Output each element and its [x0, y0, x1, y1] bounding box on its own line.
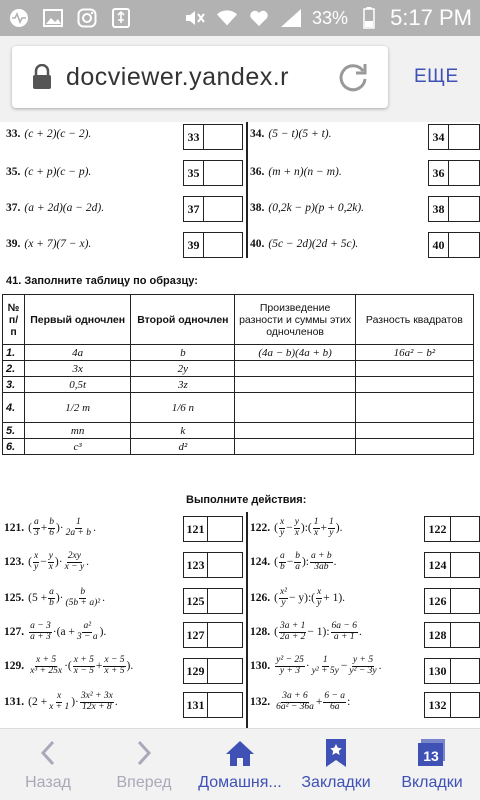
- col-header-product: Произведение разности и суммы этих одночленов: [235, 295, 355, 345]
- nav-tabs-label: Вкладки: [401, 773, 463, 791]
- answer-box-122: 122: [424, 516, 480, 542]
- chevron-right-icon: [129, 738, 159, 768]
- nav-tabs[interactable]: [384, 729, 480, 800]
- task-41-table: [2, 294, 474, 455]
- answer-box-132: 132: [424, 692, 480, 718]
- nav-bookmarks-label: Закладки: [301, 773, 371, 791]
- answer-box-124: 124: [424, 552, 480, 578]
- exercise-128: 128. ( $\frac{3a + 1}{2a + 2}$ − 1): $\frac{6a - 6}{a + 1}$ .: [250, 621, 362, 642]
- exercise-130: 130. $\frac{\text{y² − 25}}{y + 3}$ · $\frac{1}{\text{y² + 5y}}$ − $\frac{y + 5}{\text{y² − 3y}}$ .: [250, 655, 382, 676]
- usb-icon: [110, 7, 132, 29]
- answer-box-129: 129: [183, 658, 243, 684]
- chevron-left-icon: [33, 738, 63, 768]
- answer-box-35: 35: [183, 160, 243, 186]
- answer-box-34: 34: [428, 124, 480, 150]
- battery-icon: [358, 7, 380, 29]
- answer-box-39: 39: [183, 232, 243, 258]
- exercise-122: 122. ( $\frac{x}{y}$ − $\frac{y}{x}$ ):( $\frac{1}{x}$ + $\frac{1}{y}$ ).: [250, 517, 343, 538]
- answer-box-38: 38: [428, 196, 480, 222]
- answer-box-130: 130: [424, 658, 480, 684]
- exercise-38: 38. (0,2k − p)(p + 0,2k).: [250, 202, 365, 214]
- exercise-121: 121. ( $\frac{a}{3}$ + $\frac{b}{6}$ )· $\frac{1}{2a + b}$ .: [4, 517, 96, 538]
- exercise-35: 35. (c + p)(c − p).: [6, 166, 92, 178]
- table-row: 6. c³ d²: [3, 439, 474, 455]
- reload-icon[interactable]: [336, 60, 370, 94]
- tabs-icon: [417, 738, 447, 768]
- document-page[interactable]: [0, 122, 480, 728]
- exercise-124: 124. ( $\frac{a}{b}$ − $\frac{b}{a}$ ): $\frac{a + b}{3ab}$ .: [250, 551, 337, 572]
- exercise-131: 131. (2 + $\frac{x}{x + 1}$ )· $\frac{\text{3x² + 3x}}{12x + 8}$ .: [4, 691, 118, 712]
- home-icon: [225, 738, 255, 768]
- table-row: 4. 1/2 m 1/6 n: [3, 393, 474, 423]
- answer-box-127: 127: [183, 622, 243, 648]
- answer-box-131: 131: [183, 692, 243, 718]
- table-row: 3. 0,5t 3z: [3, 377, 474, 393]
- exercise-123: 123. ( $\frac{x}{y}$ − $\frac{y}{x}$ )· $\frac{2xy}{x - y}$ .: [4, 551, 90, 572]
- table-row: 5. mn k: [3, 423, 474, 439]
- column-divider: [246, 122, 248, 258]
- exercise-125: 125. (5 + $\frac{a}{b}$ )· $\frac{b}{\text{(5b + a)²}}$ .: [4, 587, 105, 608]
- column-divider: [246, 512, 248, 728]
- nav-home-label: Домашня...: [198, 773, 282, 791]
- answer-box-126: 126: [424, 588, 480, 614]
- col-header-first: Первый одночлен: [25, 295, 131, 345]
- bookmark-icon: [321, 738, 351, 768]
- nav-home[interactable]: [192, 729, 288, 800]
- exercise-129: 129. $\frac{x + 5}{\text{x³ + 25x}}$ ·( $\frac{x + 5}{x - 5}$ + $\frac{x - 5}{x + 5}$ ).: [4, 655, 134, 676]
- table-row: 2. 3x 2y: [3, 361, 474, 377]
- answer-box-40: 40: [428, 232, 480, 258]
- exercise-127: 127. $\frac{a - 3}{a + 3}$ ·(a + $\frac{\text{a²}}{3 - a}$ ).: [4, 621, 107, 642]
- heart-icon: [248, 7, 270, 29]
- exercise-37: 37. (a + 2d)(a − 2d).: [6, 202, 105, 214]
- browser-toolbar: [0, 36, 480, 122]
- exercise-40: 40. (5c − 2d)(2d + 5c).: [250, 238, 359, 250]
- nav-forward[interactable]: [96, 729, 192, 800]
- wifi-icon: [216, 7, 238, 29]
- answer-box-125: 125: [183, 588, 243, 614]
- col-header-num: № п/п: [3, 295, 25, 345]
- exercise-126: 126. ( $\frac{\text{x²}}{y}$ − y):( $\frac{x}{y}$ + 1).: [250, 587, 346, 608]
- table-row: 1. 4a b (4a − b)(4a + b) 16a² − b²: [3, 345, 474, 361]
- nav-forward-label: Вперед: [116, 773, 172, 791]
- tabs-count: 13: [423, 747, 439, 764]
- gallery-icon: [42, 7, 64, 29]
- more-menu-button[interactable]: ЕЩЕ: [414, 66, 459, 87]
- nav-bookmarks[interactable]: [288, 729, 384, 800]
- answer-box-37: 37: [183, 196, 243, 222]
- exercise-132: 132. $\frac{3a + 6}{\text{6a² − 36a}}$ + $\frac{6 - a}{6a}$ :: [250, 691, 351, 712]
- answer-box-123: 123: [183, 552, 243, 578]
- answer-box-33: 33: [183, 124, 243, 150]
- status-bar: [0, 0, 480, 36]
- col-header-second: Второй одночлен: [131, 295, 235, 345]
- bottom-navigation: [0, 728, 480, 800]
- mute-icon: [184, 7, 206, 29]
- exercise-33: 33. (c + 2)(c − 2).: [6, 128, 92, 140]
- url-text: docviewer.yandex.r: [66, 62, 290, 91]
- activity-icon: [8, 7, 30, 29]
- task-41-title: 41. Заполните таблицу по образцу:: [6, 275, 198, 287]
- signal-icon: [280, 7, 302, 29]
- answer-box-36: 36: [428, 160, 480, 186]
- exercise-36: 36. (m + n)(n − m).: [250, 166, 342, 178]
- exercise-39: 39. (x + 7)(7 − x).: [6, 238, 92, 250]
- clock: 5:17 PM: [390, 5, 472, 30]
- answer-box-128: 128: [424, 622, 480, 648]
- nav-back[interactable]: [0, 729, 96, 800]
- section-title: Выполните действия:: [186, 494, 307, 506]
- col-header-diff: Разность квадратов: [355, 295, 473, 345]
- nav-back-label: Назад: [25, 773, 71, 791]
- lock-icon: [32, 64, 52, 90]
- instagram-icon: [76, 7, 98, 29]
- answer-box-121: 121: [183, 516, 243, 542]
- address-bar[interactable]: [12, 46, 388, 108]
- battery-percent: 33%: [312, 7, 349, 28]
- exercise-34: 34. (5 − t)(5 + t).: [250, 128, 332, 140]
